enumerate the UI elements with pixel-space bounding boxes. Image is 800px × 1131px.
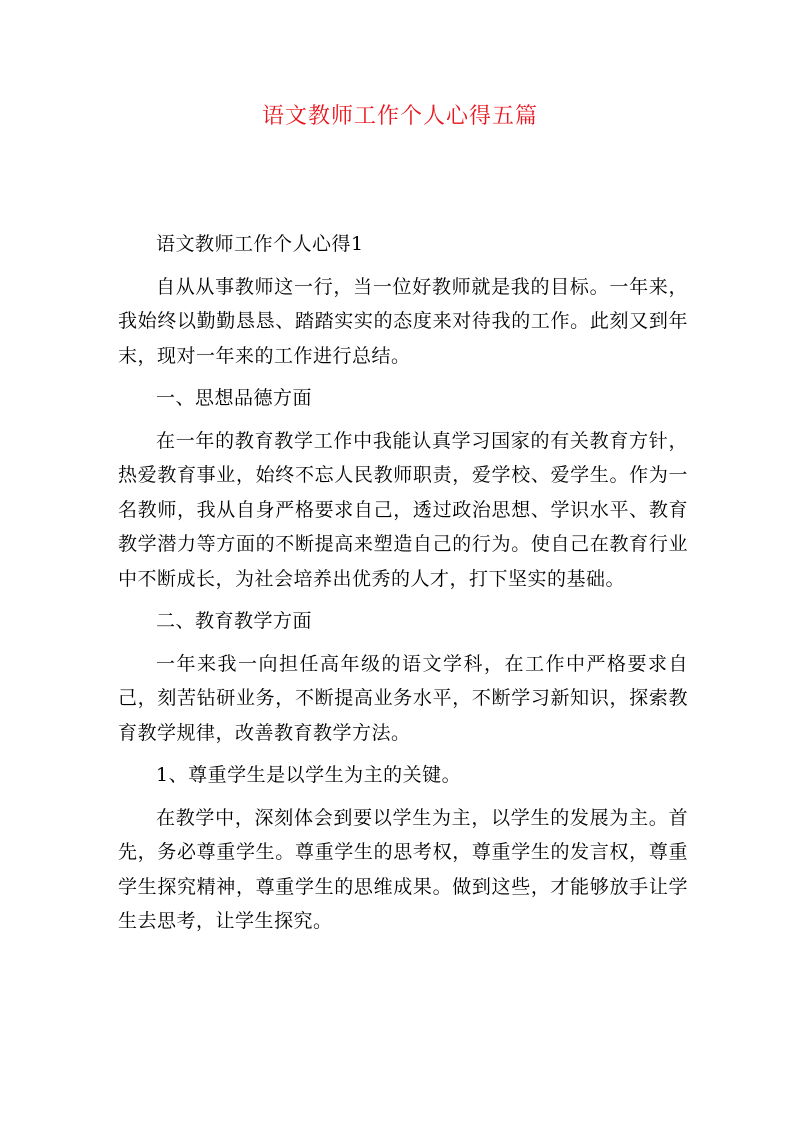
paragraph: 在教学中，深刻体会到要以学生为主，以学生的发展为主。首先，务必尊重学生。尊重学生的思考权，尊重学生的发言权，尊重学生探究精神，尊重学生的思维成果。做到这些，才能够放手让学生去思考，让学生探究。 <box>118 806 688 932</box>
paragraph: 一年来我一向担任高年级的语文学科，在工作中严格要求自己，刻苦钻研业务，不断提高业务水平，不断学习新知识，探索教育教学规律，改善教育教学方法。 <box>118 652 688 744</box>
subsection-heading: 1、尊重学生是以学生为主的关键。 <box>156 764 462 786</box>
document-title: 语文教师工作个人心得五篇 <box>261 104 538 129</box>
paragraph: 在一年的教育教学工作中我能认真学习国家的有关教育方针，热爱教育事业，始终不忘人民教师职责，爱学校、爱学生。作为一名教师，我从自身严格要求自己，透过政治思想、学识水平、教育教学潜力等方面的不断提高来塑造自己的行为。使自己在教育行业中不断成长，为社会培养出优秀的人才，打下坚实的基础。 <box>118 429 688 590</box>
document-body <box>118 227 688 939</box>
section-heading: 二、教育教学方面 <box>156 610 313 632</box>
paragraph: 自从从事教师这一行，当一位好教师就是我的目标。一年来，我始终以勤勤恳恳、踏踏实实的态度来对待我的工作。此刻又到年末，现对一年来的工作进行总结。 <box>118 275 688 367</box>
section-heading: 语文教师工作个人心得1 <box>156 233 364 255</box>
section-heading: 一、思想品德方面 <box>156 387 313 409</box>
